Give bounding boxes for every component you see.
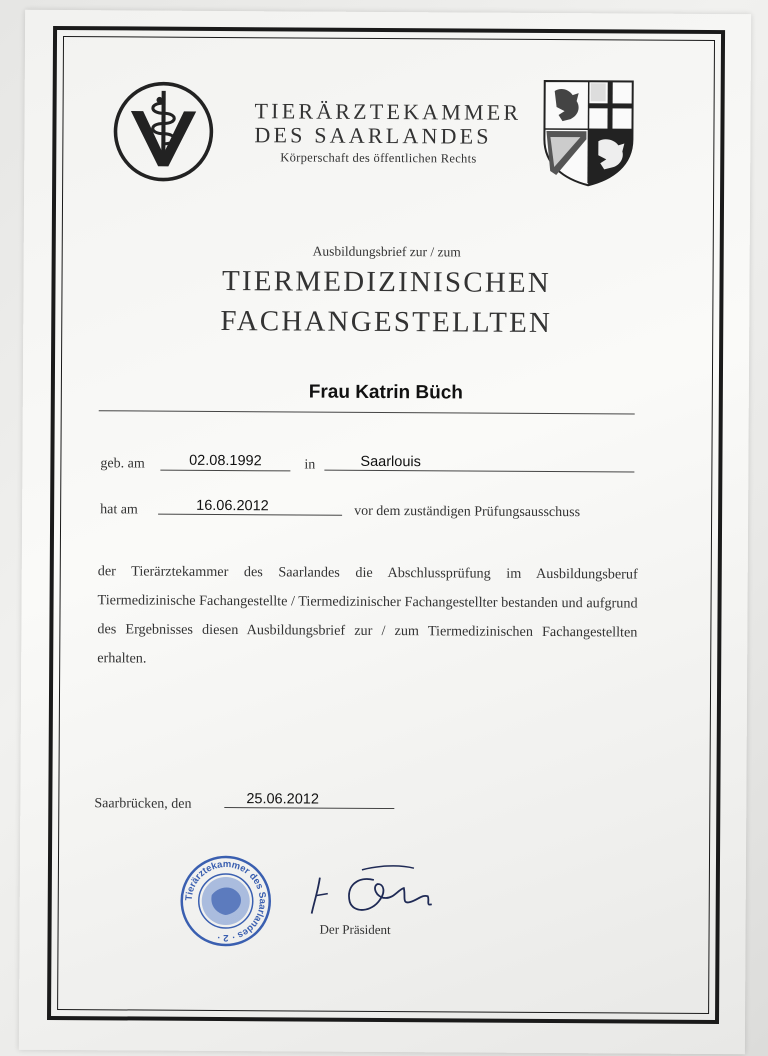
recipient-name: Frau Katrin Büch xyxy=(308,381,463,404)
certificate-body-text: der Tierärztekammer des Saarlandes die Abschlussprüfung im Ausbildungsberuf Tiermedizinische Fachangestellte / Tiermedizinischer Fachangestellter bestanden und aufgrund des Ergebnisses diesen Ausbildungsbrief zur / zum Tiermedizinischen Fachangestellten erhalten. xyxy=(97,563,638,667)
organization-name xyxy=(254,99,534,149)
place-label: Saarbrücken, den xyxy=(94,796,192,812)
certificate-paper xyxy=(19,10,751,1054)
seal-text: Tierärztekammer des Saarlandes · 2 · xyxy=(183,858,268,944)
coat-of-arms-icon xyxy=(542,79,635,188)
organization-name-line2: DES SAARLANDES xyxy=(254,122,492,149)
chamber-logo-icon xyxy=(112,80,215,183)
signatory-title: Der Präsident xyxy=(319,921,391,938)
certificate-title-line2: FACHANGESTELLTEN xyxy=(220,304,553,340)
born-label: geb. am xyxy=(100,456,145,472)
official-seal-icon xyxy=(179,855,272,948)
birth-date-field: 02.08.1992 xyxy=(160,452,290,472)
exam-date-field: 16.06.2012 xyxy=(158,497,342,516)
in-label: in xyxy=(304,457,316,473)
exam-suffix: vor dem zuständigen Prüfungsausschuss xyxy=(354,503,581,521)
certificate-title-line1: TIERMEDIZINISCHEN xyxy=(221,265,552,300)
organization-name-line1: TIERÄRZTEKAMMER xyxy=(254,98,522,125)
organization-subtitle: Körperschaft des öffentlichen Rechts xyxy=(280,150,477,166)
certificate-intro: Ausbildungsbrief zur / zum xyxy=(312,243,461,260)
birth-place-field: Saarlouis xyxy=(324,453,634,473)
issue-date-field: 25.06.2012 xyxy=(224,790,394,809)
exam-label: hat am xyxy=(100,502,138,518)
signature-icon xyxy=(302,857,442,924)
